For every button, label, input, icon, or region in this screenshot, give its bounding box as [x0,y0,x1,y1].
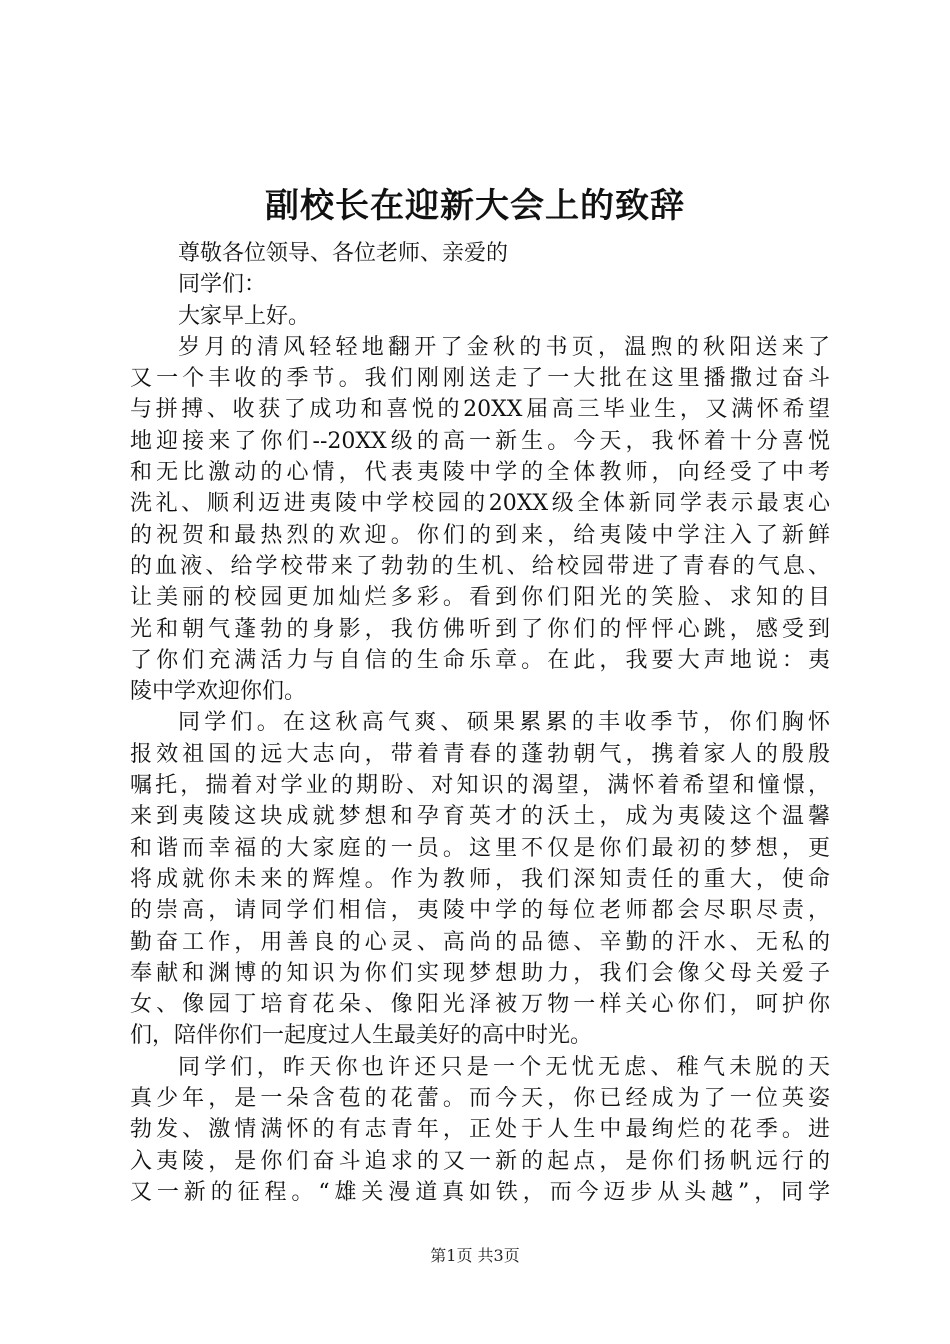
body-line: 陵中学欢迎你们。 [130,679,307,705]
body-line: 同学们，昨天你也许还只是一个无忧无虑、稚气未脱的天 [178,1054,830,1080]
body-line: 嘱托，揣着对学业的期盼、对知识的渴望，满怀着希望和憧憬， [130,773,830,799]
body-line: 光和朝气蓬勃的身影，我仿佛听到了你们的怦怦心跳，感受到 [130,616,830,642]
body-line: 大家早上好。 [178,303,311,329]
page-footer: 第1页 共3页 [430,1246,520,1265]
body-line: 们，陪伴你们一起度过人生最美好的高中时光。 [130,1023,593,1049]
body-line: 同学们。在这秋高气爽、硕果累累的丰收季节，你们胸怀 [178,710,830,736]
body-line: 尊敬各位领导、各位老师、亲爱的 [178,241,509,266]
body-line: 将成就你未来的辉煌。作为教师，我们深知责任的重大，使命 [130,866,830,892]
body-line: 来到夷陵这块成就梦想和孕育英才的沃土，成为夷陵这个温馨 [130,804,830,830]
body-line: 入夷陵，是你们奋斗追求的又一新的起点，是你们扬帆远行的 [130,1148,830,1174]
body-line: 奉献和渊博的知识为你们实现梦想助力，我们会像父母关爱子 [130,960,830,986]
body-line: 和无比激动的心情，代表夷陵中学的全体教师，向经受了中考 [130,460,830,486]
body-line: 的祝贺和最热烈的欢迎。你们的到来，给夷陵中学注入了新鲜 [130,522,830,548]
body-line: 报效祖国的远大志向，带着青春的蓬勃朝气，携着家人的殷殷 [130,741,830,767]
body-line: 的崇高，请同学们相信，夷陵中学的每位老师都会尽职尽责， [130,898,830,924]
body-line: 了你们充满活力与自信的生命乐章。在此，我要大声地说：夷 [130,647,830,673]
body-line: 真少年，是一朵含苞的花蕾。而今天，你已经成为了一位英姿 [130,1086,830,1112]
document-title: 副校长在迎新大会上的致辞 [265,186,685,226]
body-line: 勃发、激情满怀的有志青年，正处于人生中最绚烂的花季。进 [130,1117,830,1143]
body-line: 让美丽的校园更加灿烂多彩。看到你们阳光的笑脸、求知的目 [130,585,830,611]
document-body [130,238,830,1208]
body-line: 地迎接来了你们--20XX级的高一新生。今天，我怀着十分喜悦 [130,428,830,454]
body-line: 洗礼、顺利迈进夷陵中学校园的20XX级全体新同学表示最衷心 [130,491,830,517]
body-line: 岁月的清风轻轻地翻开了金秋的书页，温煦的秋阳送来了 [178,334,830,360]
body-line: 女、像园丁培育花朵、像阳光泽被万物一样关心你们，呵护你 [130,992,830,1018]
body-line: 又一新的征程。“雄关漫道真如铁，而今迈步从头越”，同学 [130,1179,830,1205]
body-line: 勤奋工作，用善良的心灵、高尚的品德、辛勤的汗水、无私的 [130,929,830,955]
body-line: 同学们： [178,272,267,298]
body-line: 与拼搏、收获了成功和喜悦的20XX届高三毕业生，又满怀希望 [130,397,830,423]
body-line: 又一个丰收的季节。我们刚刚送走了一大批在这里播撒过奋斗 [130,366,830,392]
body-line: 和谐而幸福的大家庭的一员。这里不仅是你们最初的梦想，更 [130,835,830,861]
body-line: 的血液、给学校带来了勃勃的生机、给校园带进了青春的气息、 [130,553,830,579]
